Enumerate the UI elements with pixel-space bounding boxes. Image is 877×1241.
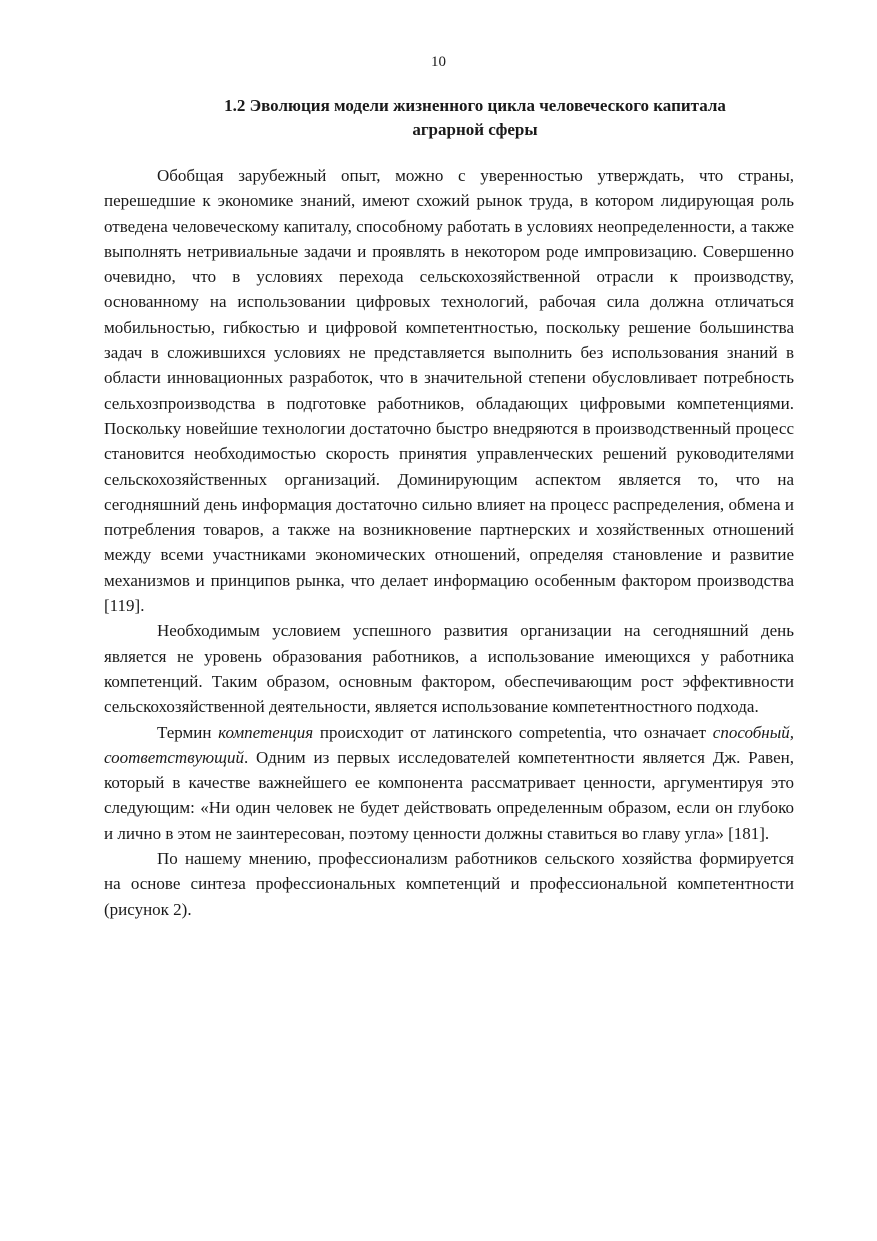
paragraph-4: По нашему мнению, профессионализм работников сельского хозяйства формируется на основе синтеза профессиональных компетенций и профессиональной компетентности (рисунок 2). [104, 849, 794, 919]
term-translation: способный, соответствующий [104, 722, 794, 767]
section-heading [160, 94, 790, 142]
paragraph-2: Необходимым условием успешного развития организации на сегодняшний день является не уровень образования работников, а использование имеющихся у работника компетенций. Таким образом, основным фактором, обеспечивающим рост эффективности сельскохозяйственной деятельности, является использование компетентностного подхода. [104, 621, 794, 717]
body-text [104, 163, 794, 922]
term-competence: компетенция [218, 722, 314, 742]
paragraph-3 [104, 720, 794, 846]
section-heading-line-1: 1.2 Эволюция модели жизненного цикла человеческого капитала [224, 96, 726, 115]
paragraph-3-text-2: происходит от латинского competentia, что означает [313, 722, 713, 742]
section-heading-line-2: аграрной сферы [412, 120, 538, 139]
page-number: 10 [431, 54, 446, 70]
paragraph-3-text-3: . Одним из первых исследователей компетентности является Дж. Равен, который в качестве важнейшего ее компонента рассматривает ценности, аргументируя это следующим: «Ни один человек не будет действовать определенным образом, если он глубоко и лично в этом не заинтересован, поэтому ценности должны ставиться во главу угла» [181]. [104, 747, 794, 843]
paragraph-3-text-1: Термин [157, 722, 219, 742]
paragraph-1: Обобщая зарубежный опыт, можно с уверенностью утверждать, что страны, перешедшие к экономике знаний, имеют схожий рынок труда, в котором лидирующая роль отведена человеческому капиталу, способному работать в условиях неопределенности, а также выполнять нетривиальные задачи и проявлять в некотором роде импровизацию. Совершенно очевидно, что в условиях перехода сельскохозяйственной отрасли к производству, основанному на использовании цифровых технологий, рабочая сила должна отличаться мобильностью, гибкостью и цифровой компетентностью, поскольку решение большинства задач в сложившихся условиях не представляется выполнить без использования знаний в области инновационных разработок, что в значительной степени обусловливает потребность сельхозпроизводства в подготовке работников, обладающих цифровыми компетенциями. Поскольку новейшие технологии достаточно быстро внедряются в производственный процесс становится необходимостью скорость принятия управленческих решений руководителями сельскохозяйственных организаций. Доминирующим аспектом является то, что на сегодняшний день информация достаточно сильно влияет на процесс распределения, обмена и потребления товаров, а также на возникновение партнерских и хозяйственных отношений между всеми участниками экономических отношений, определяя становление и развитие механизмов и принципов рынка, что делает информацию особенным фактором производства [119]. [104, 166, 794, 616]
